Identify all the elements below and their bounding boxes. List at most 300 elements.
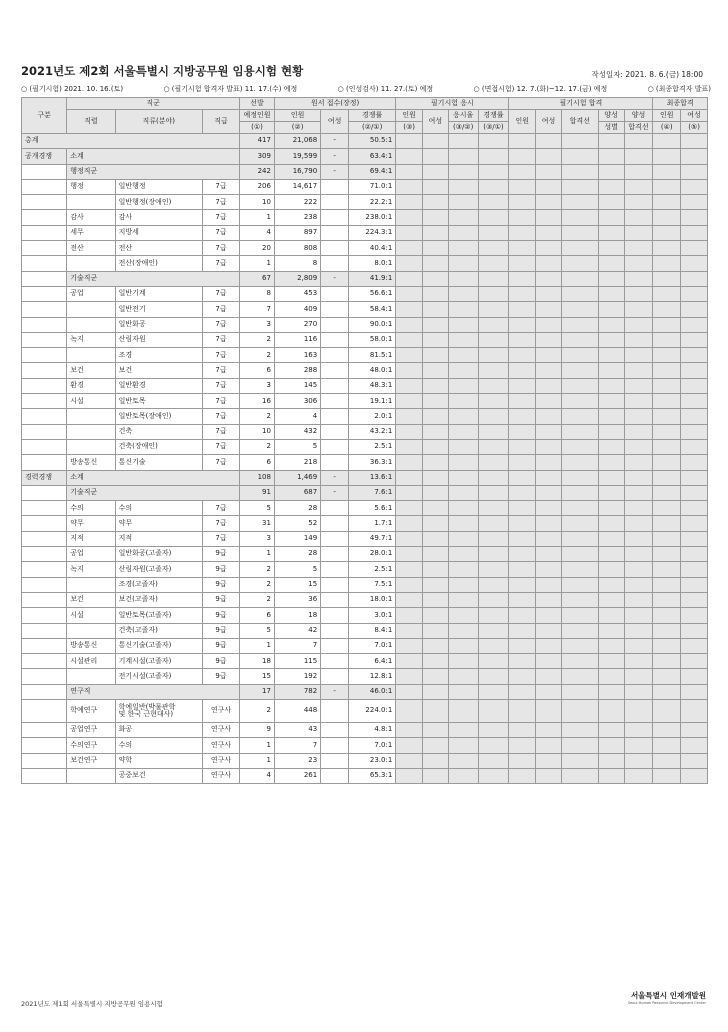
row-division: 건축(고졸자) xyxy=(115,623,202,638)
table-row xyxy=(22,225,708,240)
empty-cell xyxy=(681,501,708,516)
empty-cell xyxy=(423,409,449,424)
row-ratio: 43.2:1 xyxy=(348,424,395,439)
empty-cell xyxy=(561,394,598,409)
row-applicants: 52 xyxy=(274,516,320,531)
empty-cell xyxy=(423,592,449,607)
table-row xyxy=(22,722,708,737)
row-applicants: 149 xyxy=(274,531,320,546)
header-exam-count-sub: (③) xyxy=(396,122,423,134)
header-exam-count: 인원 xyxy=(396,110,423,122)
row-series: 공업연구 xyxy=(67,722,115,737)
row-applicants: 782 xyxy=(274,684,320,699)
empty-cell xyxy=(624,286,653,301)
empty-cell xyxy=(624,485,653,500)
empty-cell xyxy=(396,623,423,638)
table-body xyxy=(22,134,708,784)
empty-cell xyxy=(653,179,681,194)
empty-cell xyxy=(22,738,67,753)
empty-cell xyxy=(598,768,624,783)
empty-cell xyxy=(448,363,478,378)
empty-cell xyxy=(22,684,67,699)
empty-cell xyxy=(22,531,67,546)
row-series xyxy=(67,302,115,317)
empty-cell xyxy=(423,439,449,454)
empty-cell xyxy=(478,531,509,546)
row-grade: 7급 xyxy=(202,516,239,531)
empty-cell xyxy=(396,684,423,699)
table-row xyxy=(22,669,708,684)
row-female xyxy=(321,531,349,546)
row-applicants: 897 xyxy=(274,225,320,240)
row-planned: 10 xyxy=(240,424,275,439)
row-division: 전기시설(고졸자) xyxy=(115,669,202,684)
row-female xyxy=(321,654,349,669)
empty-cell xyxy=(561,501,598,516)
empty-cell xyxy=(598,164,624,179)
empty-cell xyxy=(681,531,708,546)
empty-cell xyxy=(478,210,509,225)
empty-cell xyxy=(423,363,449,378)
row-division: 일반토목(장애인) xyxy=(115,409,202,424)
empty-cell xyxy=(396,164,423,179)
empty-cell xyxy=(509,470,536,485)
row-planned: 20 xyxy=(240,241,275,256)
row-grade: 연구사 xyxy=(202,753,239,768)
empty-cell xyxy=(423,164,449,179)
empty-cell xyxy=(423,768,449,783)
empty-cell xyxy=(396,577,423,592)
schedule-written: ○ (필기시험) 2021. 10. 16.(토) xyxy=(21,85,124,93)
empty-cell xyxy=(536,195,562,210)
row-series: 보건 xyxy=(67,363,115,378)
empty-cell xyxy=(536,256,562,271)
empty-cell xyxy=(598,134,624,149)
row-division: 조경 xyxy=(115,348,202,363)
empty-cell xyxy=(653,592,681,607)
header-planned: 예정인원 xyxy=(240,110,275,122)
empty-cell xyxy=(22,225,67,240)
empty-cell xyxy=(423,516,449,531)
empty-cell xyxy=(22,363,67,378)
empty-cell xyxy=(561,699,598,722)
empty-cell xyxy=(536,241,562,256)
empty-cell xyxy=(478,738,509,753)
empty-cell xyxy=(598,470,624,485)
table-row xyxy=(22,286,708,301)
row-series xyxy=(67,256,115,271)
schedule-written-result: ○ (필기시험 합격자 발표) 11. 17.(수) 예정 xyxy=(163,85,298,93)
empty-cell xyxy=(509,179,536,194)
empty-cell xyxy=(478,516,509,531)
empty-cell xyxy=(448,225,478,240)
row-ratio: 90.0:1 xyxy=(348,317,395,332)
empty-cell xyxy=(624,394,653,409)
table-row xyxy=(22,753,708,768)
header-equal-gender-sub: 성별 xyxy=(598,122,624,134)
row-ratio: 19.1:1 xyxy=(348,394,395,409)
row-female xyxy=(321,439,349,454)
empty-cell xyxy=(561,669,598,684)
empty-cell xyxy=(598,195,624,210)
row-ratio: 50.5:1 xyxy=(348,134,395,149)
empty-cell xyxy=(561,623,598,638)
empty-cell xyxy=(478,768,509,783)
empty-cell xyxy=(653,225,681,240)
row-female: - xyxy=(321,684,349,699)
empty-cell xyxy=(653,164,681,179)
empty-cell xyxy=(681,516,708,531)
empty-cell xyxy=(423,378,449,393)
row-planned: 10 xyxy=(240,195,275,210)
empty-cell xyxy=(448,164,478,179)
empty-cell xyxy=(509,439,536,454)
schedule-interview: ○ (면접시험) 12. 7.(화)~12. 17.(금) 예정 xyxy=(473,85,608,93)
empty-cell xyxy=(448,547,478,562)
empty-cell xyxy=(478,409,509,424)
row-division: 일반행정 xyxy=(115,179,202,194)
empty-cell xyxy=(448,738,478,753)
empty-cell xyxy=(448,501,478,516)
empty-cell xyxy=(561,768,598,783)
row-series: 시설관리 xyxy=(67,654,115,669)
empty-cell xyxy=(22,164,67,179)
empty-cell xyxy=(598,738,624,753)
row-series xyxy=(67,317,115,332)
logo-english: Seoul Human Resource Development Center xyxy=(627,1001,706,1005)
row-female: - xyxy=(321,470,349,485)
row-female xyxy=(321,409,349,424)
empty-cell xyxy=(22,577,67,592)
table-row xyxy=(22,768,708,783)
row-grade: 7급 xyxy=(202,241,239,256)
empty-cell xyxy=(22,348,67,363)
row-female: - xyxy=(321,149,349,164)
row-ratio: 238.0:1 xyxy=(348,210,395,225)
page-footer: 2021년도 제1회 서울특별시 지방공무원 임용시험 xyxy=(21,1000,163,1008)
empty-cell xyxy=(598,256,624,271)
empty-cell xyxy=(509,149,536,164)
empty-cell xyxy=(396,149,423,164)
empty-cell xyxy=(423,699,449,722)
row-division xyxy=(115,699,202,722)
row-division: 건축 xyxy=(115,424,202,439)
row-applicants: 14,617 xyxy=(274,179,320,194)
row-division: 일반토목(고졸자) xyxy=(115,608,202,623)
empty-cell xyxy=(598,271,624,286)
empty-cell xyxy=(509,623,536,638)
row-division: 보건 xyxy=(115,363,202,378)
empty-cell xyxy=(681,684,708,699)
row-applicants: 163 xyxy=(274,348,320,363)
row-female xyxy=(321,363,349,378)
empty-cell xyxy=(396,225,423,240)
row-grade: 7급 xyxy=(202,317,239,332)
row-division: 약학 xyxy=(115,753,202,768)
header-exam-rate-sub: (③/②) xyxy=(448,122,478,134)
empty-cell xyxy=(448,753,478,768)
empty-cell xyxy=(681,394,708,409)
empty-cell xyxy=(536,394,562,409)
empty-cell xyxy=(536,378,562,393)
empty-cell xyxy=(478,501,509,516)
empty-cell xyxy=(478,699,509,722)
empty-cell xyxy=(448,669,478,684)
empty-cell xyxy=(536,516,562,531)
row-grade: 9급 xyxy=(202,577,239,592)
empty-cell xyxy=(653,195,681,210)
empty-cell xyxy=(561,638,598,653)
row-division: 일반화공(고졸자) xyxy=(115,547,202,562)
empty-cell xyxy=(681,286,708,301)
empty-cell xyxy=(22,753,67,768)
empty-cell xyxy=(624,699,653,722)
row-division: 통신기술(고졸자) xyxy=(115,638,202,653)
empty-cell xyxy=(624,654,653,669)
row-grade: 7급 xyxy=(202,256,239,271)
row-series: 시설 xyxy=(67,394,115,409)
row-series: 감사 xyxy=(67,210,115,225)
empty-cell xyxy=(448,424,478,439)
row-division: 일반화공 xyxy=(115,317,202,332)
row-series xyxy=(67,669,115,684)
empty-cell xyxy=(448,516,478,531)
empty-cell xyxy=(396,302,423,317)
empty-cell xyxy=(598,753,624,768)
empty-cell xyxy=(681,455,708,470)
row-grade: 9급 xyxy=(202,592,239,607)
empty-cell xyxy=(561,271,598,286)
row-female: - xyxy=(321,485,349,500)
empty-cell xyxy=(681,562,708,577)
row-ratio: 69.4:1 xyxy=(348,164,395,179)
row-ratio: 5.6:1 xyxy=(348,501,395,516)
row-planned: 67 xyxy=(240,271,275,286)
empty-cell xyxy=(598,501,624,516)
row-applicants: 238 xyxy=(274,210,320,225)
empty-cell xyxy=(448,654,478,669)
row-ratio: 8.4:1 xyxy=(348,623,395,638)
row-ratio: 8.0:1 xyxy=(348,256,395,271)
empty-cell xyxy=(478,608,509,623)
empty-cell xyxy=(396,439,423,454)
exam-status-table xyxy=(21,97,708,784)
empty-cell xyxy=(598,225,624,240)
empty-cell xyxy=(509,195,536,210)
empty-cell xyxy=(536,623,562,638)
row-grade: 9급 xyxy=(202,638,239,653)
empty-cell xyxy=(478,348,509,363)
row-applicants: 42 xyxy=(274,623,320,638)
empty-cell xyxy=(624,768,653,783)
empty-cell xyxy=(598,378,624,393)
empty-cell xyxy=(478,547,509,562)
empty-cell xyxy=(598,455,624,470)
table-row xyxy=(22,210,708,225)
empty-cell xyxy=(396,501,423,516)
row-group-label: 총계 xyxy=(22,134,240,149)
empty-cell xyxy=(509,332,536,347)
row-grade: 7급 xyxy=(202,394,239,409)
empty-cell xyxy=(653,378,681,393)
empty-cell xyxy=(536,348,562,363)
empty-cell xyxy=(561,179,598,194)
empty-cell xyxy=(448,592,478,607)
row-division: 일반전기 xyxy=(115,302,202,317)
header-app-ratio-sub: (②/①) xyxy=(348,122,395,134)
row-series xyxy=(67,577,115,592)
empty-cell xyxy=(423,394,449,409)
table-row xyxy=(22,501,708,516)
empty-cell xyxy=(448,179,478,194)
row-ratio: 6.4:1 xyxy=(348,654,395,669)
empty-cell xyxy=(22,485,67,500)
empty-cell xyxy=(536,439,562,454)
empty-cell xyxy=(509,241,536,256)
row-female xyxy=(321,286,349,301)
empty-cell xyxy=(624,348,653,363)
empty-cell xyxy=(509,669,536,684)
row-grade: 7급 xyxy=(202,195,239,210)
empty-cell xyxy=(448,623,478,638)
empty-cell xyxy=(22,286,67,301)
row-series xyxy=(67,348,115,363)
header-final-pass: 최종합격 xyxy=(653,98,708,110)
empty-cell xyxy=(624,378,653,393)
empty-cell xyxy=(478,394,509,409)
table-row xyxy=(22,164,708,179)
empty-cell xyxy=(509,210,536,225)
row-planned: 5 xyxy=(240,623,275,638)
row-planned: 6 xyxy=(240,608,275,623)
empty-cell xyxy=(423,577,449,592)
empty-cell xyxy=(423,134,449,149)
row-planned: 8 xyxy=(240,286,275,301)
row-planned: 4 xyxy=(240,225,275,240)
empty-cell xyxy=(22,241,67,256)
table-row xyxy=(22,654,708,669)
row-female xyxy=(321,241,349,256)
empty-cell xyxy=(653,577,681,592)
row-planned: 2 xyxy=(240,699,275,722)
empty-cell xyxy=(624,256,653,271)
empty-cell xyxy=(396,134,423,149)
empty-cell xyxy=(681,768,708,783)
empty-cell xyxy=(448,768,478,783)
empty-cell xyxy=(423,485,449,500)
row-planned: 6 xyxy=(240,363,275,378)
empty-cell xyxy=(681,722,708,737)
empty-cell xyxy=(624,439,653,454)
row-applicants: 453 xyxy=(274,286,320,301)
empty-cell xyxy=(22,455,67,470)
row-ratio: 2.5:1 xyxy=(348,562,395,577)
row-planned: 1 xyxy=(240,256,275,271)
row-female xyxy=(321,753,349,768)
empty-cell xyxy=(448,317,478,332)
empty-cell xyxy=(478,179,509,194)
header-written-pass: 필기시험 합격 xyxy=(509,98,653,110)
empty-cell xyxy=(536,363,562,378)
empty-cell xyxy=(681,623,708,638)
row-series: 보건 xyxy=(67,592,115,607)
row-series xyxy=(67,195,115,210)
empty-cell xyxy=(509,638,536,653)
empty-cell xyxy=(561,424,598,439)
empty-cell xyxy=(396,722,423,737)
row-female xyxy=(321,348,349,363)
row-series: 공업 xyxy=(67,286,115,301)
empty-cell xyxy=(624,409,653,424)
empty-cell xyxy=(624,592,653,607)
row-grade: 7급 xyxy=(202,286,239,301)
empty-cell xyxy=(22,699,67,722)
empty-cell xyxy=(423,722,449,737)
empty-cell xyxy=(653,455,681,470)
empty-cell xyxy=(681,149,708,164)
empty-cell xyxy=(561,592,598,607)
empty-cell xyxy=(478,378,509,393)
empty-cell xyxy=(681,638,708,653)
empty-cell xyxy=(653,684,681,699)
row-applicants: 145 xyxy=(274,378,320,393)
row-planned: 1 xyxy=(240,547,275,562)
row-female xyxy=(321,562,349,577)
empty-cell xyxy=(598,669,624,684)
empty-cell xyxy=(478,286,509,301)
empty-cell xyxy=(653,424,681,439)
table-row xyxy=(22,577,708,592)
empty-cell xyxy=(681,302,708,317)
row-series: 전산 xyxy=(67,241,115,256)
row-female xyxy=(321,256,349,271)
empty-cell xyxy=(478,225,509,240)
empty-cell xyxy=(423,470,449,485)
table-row xyxy=(22,547,708,562)
row-series: 공업 xyxy=(67,547,115,562)
row-grade: 연구사 xyxy=(202,699,239,722)
empty-cell xyxy=(624,516,653,531)
empty-cell xyxy=(478,149,509,164)
row-planned: 2 xyxy=(240,332,275,347)
row-planned: 1 xyxy=(240,210,275,225)
table-row xyxy=(22,516,708,531)
row-applicants: 2,809 xyxy=(274,271,320,286)
empty-cell xyxy=(598,363,624,378)
row-grade: 7급 xyxy=(202,302,239,317)
row-division: 통신기술 xyxy=(115,455,202,470)
empty-cell xyxy=(396,738,423,753)
row-applicants: 4 xyxy=(274,409,320,424)
empty-cell xyxy=(681,225,708,240)
empty-cell xyxy=(536,134,562,149)
row-female xyxy=(321,225,349,240)
empty-cell xyxy=(681,439,708,454)
empty-cell xyxy=(22,439,67,454)
row-planned: 242 xyxy=(240,164,275,179)
empty-cell xyxy=(681,271,708,286)
row-female: - xyxy=(321,271,349,286)
empty-cell xyxy=(598,516,624,531)
empty-cell xyxy=(396,768,423,783)
empty-cell xyxy=(681,470,708,485)
empty-cell xyxy=(624,363,653,378)
empty-cell xyxy=(448,485,478,500)
row-ratio: 2.5:1 xyxy=(348,439,395,454)
empty-cell xyxy=(448,348,478,363)
row-division: 산림자원(고졸자) xyxy=(115,562,202,577)
empty-cell xyxy=(681,753,708,768)
